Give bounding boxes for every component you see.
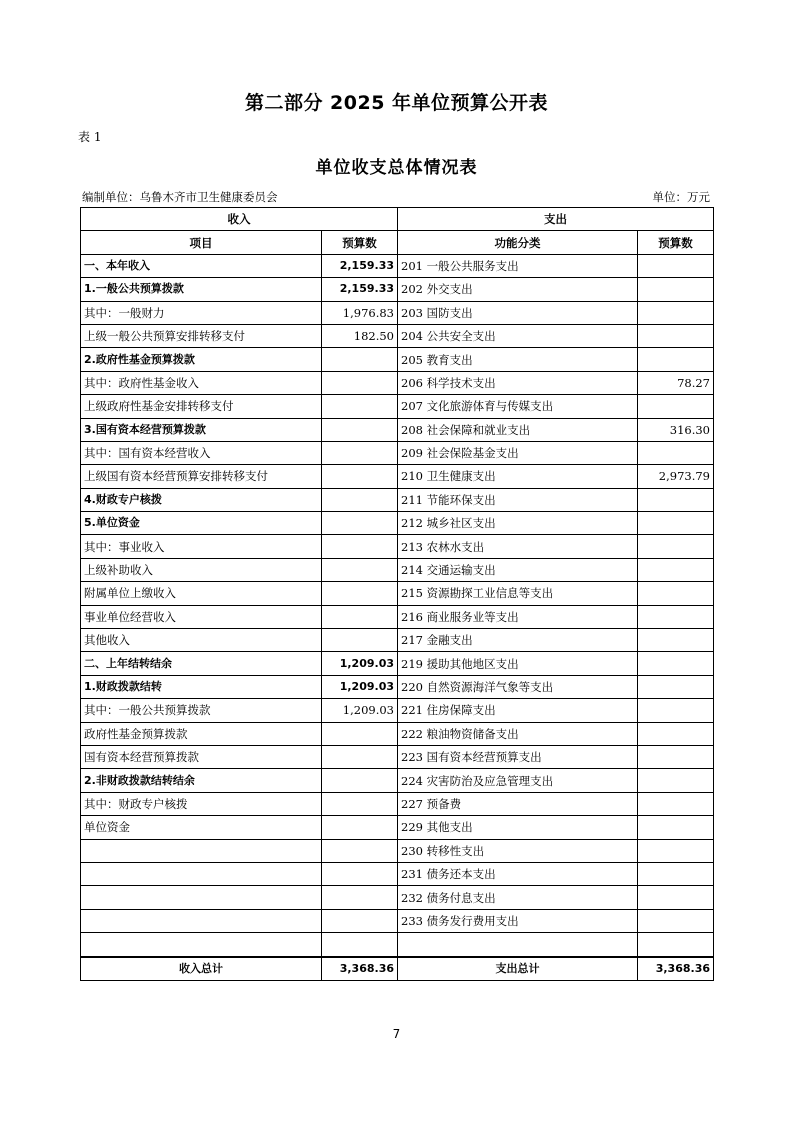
income-item-cell: 其中：一般公共预算拨款 [81, 699, 322, 722]
income-item-cell [81, 862, 322, 885]
income-item-cell: 3.国有资本经营预算拨款 [81, 418, 322, 441]
expense-amount-cell [638, 582, 714, 605]
expense-function-cell: 210 卫生健康支出 [398, 465, 638, 488]
expense-amount-cell [638, 816, 714, 839]
income-amount-cell [322, 909, 398, 932]
income-item-cell: 4.财政专户核拨 [81, 488, 322, 511]
expense-function-cell: 217 金融支出 [398, 629, 638, 652]
table-row [81, 605, 714, 628]
table-row [81, 278, 714, 301]
expense-function-cell: 215 资源勘探工业信息等支出 [398, 582, 638, 605]
expense-function-cell: 213 农林水支出 [398, 535, 638, 558]
expense-amount-cell [638, 933, 714, 957]
income-item-cell: 国有资本经营预算拨款 [81, 745, 322, 768]
income-item-cell: 其他收入 [81, 629, 322, 652]
income-item-cell: 5.单位资金 [81, 512, 322, 535]
expense-amount-cell [638, 862, 714, 885]
table-row [81, 722, 714, 745]
income-item-cell: 上级政府性基金安排转移支付 [81, 395, 322, 418]
income-item-cell [81, 909, 322, 932]
expense-amount-cell [638, 254, 714, 277]
table-row [81, 886, 714, 909]
table-row [81, 862, 714, 885]
expense-total-amount: 3,368.36 [638, 957, 714, 981]
expense-amount-cell: 316.30 [638, 418, 714, 441]
income-total-label: 收入总计 [81, 957, 322, 981]
income-amount-cell: 182.50 [322, 324, 398, 347]
expense-function-cell: 232 债务付息支出 [398, 886, 638, 909]
income-amount-cell: 1,209.03 [322, 699, 398, 722]
expense-amount-cell [638, 348, 714, 371]
income-section-header: 收入 [81, 208, 398, 231]
total-row [81, 957, 714, 981]
income-amount-cell [322, 769, 398, 792]
table-row [81, 652, 714, 675]
expense-function-cell: 223 国有资本经营预算支出 [398, 745, 638, 768]
table-row [81, 792, 714, 815]
expense-function-cell: 219 援助其他地区支出 [398, 652, 638, 675]
income-amount-cell [322, 441, 398, 464]
income-amount-cell [322, 745, 398, 768]
income-amount-cell [322, 558, 398, 581]
expense-function-cell: 222 粮油物资储备支出 [398, 722, 638, 745]
expense-amount-cell [638, 301, 714, 324]
expense-function-cell: 207 文化旅游体育与传媒支出 [398, 395, 638, 418]
income-amount-cell: 1,209.03 [322, 652, 398, 675]
table-row [81, 488, 714, 511]
part-title: 第二部分 2025 年单位预算公开表 [244, 92, 549, 114]
expense-amount-cell: 78.27 [638, 371, 714, 394]
expense-function-cell: 206 科学技术支出 [398, 371, 638, 394]
table-row [81, 933, 714, 957]
income-amount-cell [322, 839, 398, 862]
income-item-cell: 其中：一般财力 [81, 301, 322, 324]
expense-function-cell: 208 社会保障和就业支出 [398, 418, 638, 441]
table-row [81, 909, 714, 932]
table-row [81, 441, 714, 464]
expense-function-cell: 204 公共安全支出 [398, 324, 638, 347]
table-row [81, 371, 714, 394]
function-class-column-header: 功能分类 [398, 231, 638, 254]
money-unit: 单位：万元 [652, 190, 710, 204]
expense-amount-cell [638, 441, 714, 464]
expense-function-cell: 233 债务发行费用支出 [398, 909, 638, 932]
income-item-cell: 上级一般公共预算安排转移支付 [81, 324, 322, 347]
expense-amount-cell [638, 769, 714, 792]
income-item-cell: 1.财政拨款结转 [81, 675, 322, 698]
expense-amount-cell: 2,973.79 [638, 465, 714, 488]
income-item-cell: 上级补助收入 [81, 558, 322, 581]
expense-amount-cell [638, 675, 714, 698]
income-amount-cell [322, 629, 398, 652]
income-amount-cell [322, 418, 398, 441]
expense-amount-cell [638, 278, 714, 301]
expense-amount-cell [638, 324, 714, 347]
table-row [81, 629, 714, 652]
income-item-cell: 上级国有资本经营预算安排转移支付 [81, 465, 322, 488]
expense-amount-cell [638, 535, 714, 558]
table-row [81, 816, 714, 839]
table-row [81, 582, 714, 605]
table-row [81, 558, 714, 581]
expense-section-header: 支出 [398, 208, 714, 231]
expense-function-cell: 205 教育支出 [398, 348, 638, 371]
income-item-cell [81, 886, 322, 909]
income-item-cell: 其中：财政专户核拨 [81, 792, 322, 815]
income-amount-cell [322, 348, 398, 371]
expense-amount-cell [638, 488, 714, 511]
income-amount-cell [322, 933, 398, 957]
income-amount-cell [322, 488, 398, 511]
expense-function-cell: 211 节能环保支出 [398, 488, 638, 511]
table-row [81, 418, 714, 441]
table-row [81, 745, 714, 768]
expense-amount-cell [638, 886, 714, 909]
income-amount-cell [322, 395, 398, 418]
expense-amount-cell [638, 722, 714, 745]
income-item-cell: 附属单位上缴收入 [81, 582, 322, 605]
expense-function-cell: 214 交通运输支出 [398, 558, 638, 581]
table-row [81, 301, 714, 324]
table-row [81, 395, 714, 418]
income-item-cell [81, 933, 322, 957]
income-amount-cell [322, 512, 398, 535]
table-number: 表 1 [78, 130, 102, 144]
income-amount-cell [322, 862, 398, 885]
expense-amount-cell [638, 512, 714, 535]
expense-amount-cell [638, 792, 714, 815]
expense-function-cell [398, 933, 638, 957]
table-row [81, 535, 714, 558]
income-item-cell: 其中：政府性基金收入 [81, 371, 322, 394]
compiling-unit: 编制单位：乌鲁木齐市卫生健康委员会 [82, 190, 278, 204]
income-item-cell: 2.非财政拨款结转结余 [81, 769, 322, 792]
income-item-cell: 政府性基金预算拨款 [81, 722, 322, 745]
income-amount-cell [322, 816, 398, 839]
expense-amount-cell [638, 605, 714, 628]
income-item-cell: 其中：事业收入 [81, 535, 322, 558]
expense-function-cell: 221 住房保障支出 [398, 699, 638, 722]
income-amount-cell [322, 582, 398, 605]
income-amount-cell [322, 465, 398, 488]
table-row [81, 465, 714, 488]
expense-amount-column-header: 预算数 [638, 231, 714, 254]
table-row [81, 839, 714, 862]
income-amount-cell [322, 792, 398, 815]
table-row [81, 675, 714, 698]
income-amount-cell: 1,976.83 [322, 301, 398, 324]
income-item-cell: 二、上年结转结余 [81, 652, 322, 675]
income-item-cell: 一、本年收入 [81, 254, 322, 277]
header-row-columns [81, 231, 714, 254]
income-item-cell: 1.一般公共预算拨款 [81, 278, 322, 301]
expense-function-cell: 201 一般公共服务支出 [398, 254, 638, 277]
income-amount-cell [322, 886, 398, 909]
item-column-header: 项目 [81, 231, 322, 254]
budget-table [80, 207, 714, 981]
income-amount-cell: 2,159.33 [322, 254, 398, 277]
expense-amount-cell [638, 652, 714, 675]
income-amount-cell: 1,209.03 [322, 675, 398, 698]
expense-amount-cell [638, 629, 714, 652]
income-amount-column-header: 预算数 [322, 231, 398, 254]
income-amount-cell [322, 722, 398, 745]
expense-function-cell: 220 自然资源海洋气象等支出 [398, 675, 638, 698]
table-title: 单位收支总体情况表 [315, 158, 478, 178]
expense-function-cell: 231 债务还本支出 [398, 862, 638, 885]
expense-amount-cell [638, 395, 714, 418]
income-amount-cell [322, 371, 398, 394]
income-amount-cell [322, 605, 398, 628]
table-row [81, 512, 714, 535]
expense-amount-cell [638, 839, 714, 862]
expense-function-cell: 227 预备费 [398, 792, 638, 815]
table-row [81, 769, 714, 792]
income-total-amount: 3,368.36 [322, 957, 398, 981]
expense-function-cell: 202 外交支出 [398, 278, 638, 301]
income-item-cell: 其中：国有资本经营收入 [81, 441, 322, 464]
expense-function-cell: 229 其他支出 [398, 816, 638, 839]
expense-amount-cell [638, 558, 714, 581]
expense-total-label: 支出总计 [398, 957, 638, 981]
income-item-cell: 单位资金 [81, 816, 322, 839]
table-row [81, 324, 714, 347]
expense-function-cell: 212 城乡社区支出 [398, 512, 638, 535]
expense-function-cell: 203 国防支出 [398, 301, 638, 324]
expense-amount-cell [638, 699, 714, 722]
table-row [81, 348, 714, 371]
expense-function-cell: 224 灾害防治及应急管理支出 [398, 769, 638, 792]
income-amount-cell: 2,159.33 [322, 278, 398, 301]
table-row [81, 699, 714, 722]
page-number: 7 [392, 1027, 401, 1041]
income-item-cell: 事业单位经营收入 [81, 605, 322, 628]
income-amount-cell [322, 535, 398, 558]
expense-function-cell: 209 社会保险基金支出 [398, 441, 638, 464]
expense-amount-cell [638, 745, 714, 768]
header-row-sections [81, 208, 714, 231]
income-item-cell: 2.政府性基金预算拨款 [81, 348, 322, 371]
expense-function-cell: 230 转移性支出 [398, 839, 638, 862]
expense-function-cell: 216 商业服务业等支出 [398, 605, 638, 628]
income-item-cell [81, 839, 322, 862]
table-row [81, 254, 714, 277]
budget-table-body [81, 208, 714, 957]
expense-amount-cell [638, 909, 714, 932]
